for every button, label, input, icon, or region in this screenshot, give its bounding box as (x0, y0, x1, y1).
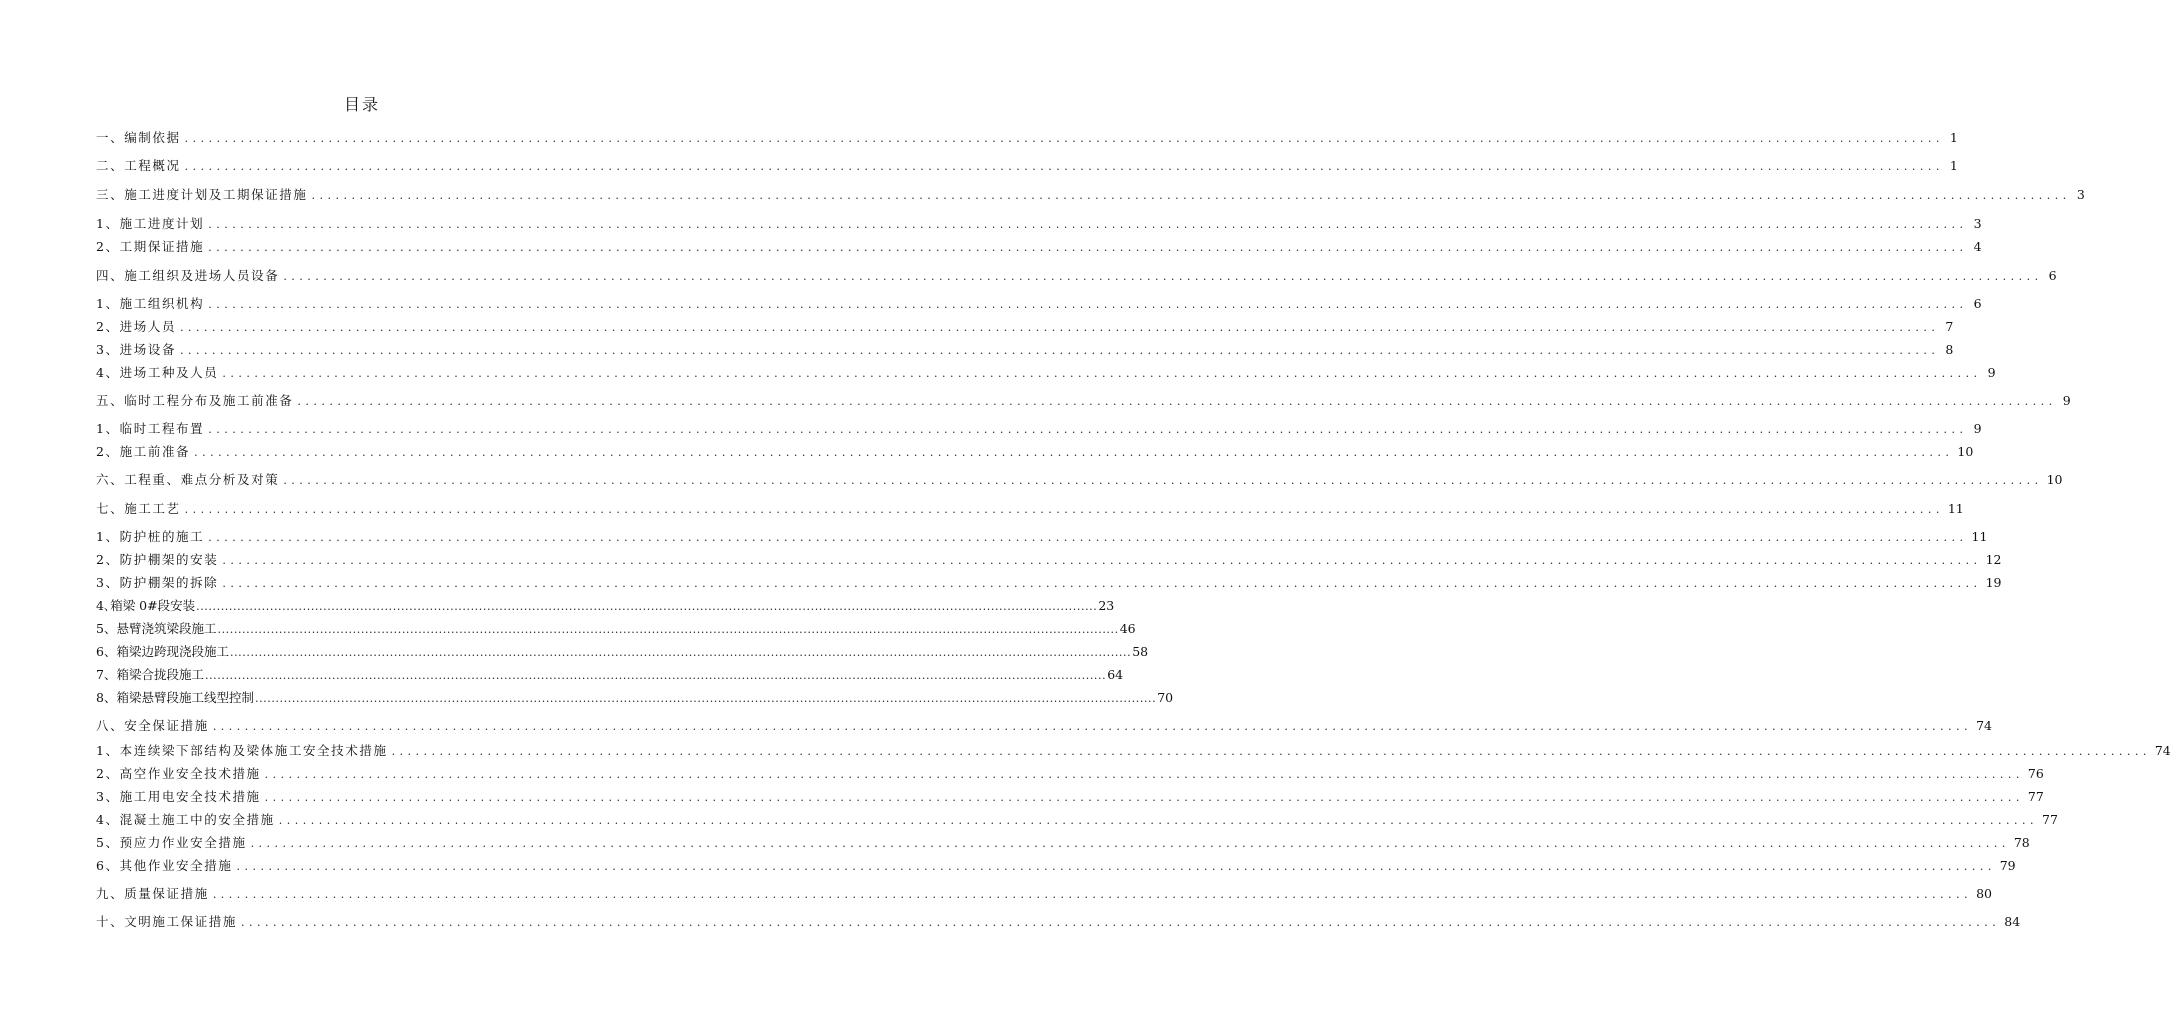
toc-entry-label: 1、本连续梁下部结构及梁体施工安全技术措施 (96, 743, 388, 758)
dot-leader: ............................................................................................................................................................................................................................ (194, 446, 1954, 459)
dot-leader: ............................................................................................................................................................................................................................ (283, 270, 2043, 283)
toc-entry-label: 7、箱梁合拢段施工 (96, 667, 204, 682)
toc-entry-label: 4､箱梁 0#段安装 (96, 598, 196, 613)
toc-entry-label: 九、质量保证措施 (96, 886, 209, 901)
toc-entry-page-number: 3 (2076, 187, 2085, 202)
toc-entry[interactable] (96, 912, 2021, 932)
toc-entry[interactable] (96, 764, 2044, 784)
dot-leader: ............................................................................................................................................................................................................................ (278, 814, 2039, 827)
toc-entry-page-number: 77 (2027, 789, 2044, 804)
toc-entry-page-number: 12 (1985, 552, 2002, 567)
toc-entry-label: 2、施工前准备 (96, 444, 191, 459)
dot-leader: ............................................................................................................................................................................................................................ (208, 218, 1968, 231)
toc-entry-label: 5、预应力作业安全措施 (96, 835, 247, 850)
toc-entry-page-number: 6 (2048, 268, 2057, 283)
toc-entry-page-number: 7 (1945, 319, 1954, 334)
dot-leader: ............................................................................................................................................................................................................................ (180, 321, 1940, 334)
toc-entry[interactable] (96, 266, 2057, 286)
toc-entry[interactable] (96, 833, 2030, 853)
toc-entry[interactable] (96, 317, 1954, 337)
dot-leader: ............................................................................................................................................................................................................................ (311, 189, 2071, 202)
toc-entry-label: 四、施工组织及进场人员设备 (96, 268, 280, 283)
toc-entry-page-number: 23 (1098, 598, 1115, 613)
toc-entry[interactable] (96, 128, 1958, 148)
toc-entry-label: 2、工期保证措施 (96, 239, 205, 254)
toc-entry-label: 5、悬臂浇筑梁段施工 (96, 621, 217, 636)
toc-entry[interactable] (96, 619, 1136, 639)
toc-entry-label: 2、防护棚架的安装 (96, 552, 219, 567)
toc-entry[interactable] (96, 294, 1982, 314)
toc-entry-page-number: 6 (1973, 296, 1982, 311)
toc-entry-page-number: 1 (1949, 158, 1958, 173)
toc-entry-page-number: 70 (1157, 690, 1174, 705)
toc-entry[interactable] (96, 856, 2016, 876)
dot-leader: ............................................................................................................................................................................................................................ (264, 768, 2024, 781)
dot-leader: ............................................................................................................................................................................................................................ (229, 646, 1132, 659)
toc-entry-page-number: 74 (2154, 743, 2171, 758)
toc-entry[interactable] (96, 665, 1124, 685)
dot-leader: ............................................................................................................................................................................................................................ (180, 344, 1940, 357)
dot-leader: ............................................................................................................................................................................................................................ (222, 577, 1982, 590)
toc-entry-label: 3、施工用电安全技术措施 (96, 789, 261, 804)
toc-entry-page-number: 10 (1957, 444, 1974, 459)
toc-entry-label: 七、施工工艺 (96, 501, 181, 516)
toc-entry-label: 六、工程重、难点分析及对策 (96, 472, 280, 487)
toc-entry-label: 1、临时工程布置 (96, 421, 205, 436)
toc-entry[interactable] (96, 363, 1996, 383)
toc-entry-page-number: 4 (1973, 239, 1982, 254)
toc-entry-label: 十、文明施工保证措施 (96, 914, 238, 929)
toc-entry-page-number: 8 (1945, 342, 1954, 357)
toc-entry-label: 6、其他作业安全措施 (96, 858, 233, 873)
toc-entry[interactable] (96, 688, 1174, 708)
toc-entry[interactable] (96, 214, 1982, 234)
toc-entry-page-number: 11 (1971, 529, 1988, 544)
toc-entry-page-number: 9 (1973, 421, 1982, 436)
toc-entry[interactable] (96, 642, 1149, 662)
toc-entry[interactable] (96, 527, 1988, 547)
dot-leader: ............................................................................................................................................................................................................................ (196, 600, 1098, 613)
toc-entry[interactable] (96, 573, 2002, 593)
toc-entry-page-number: 76 (2027, 766, 2044, 781)
toc-entry[interactable] (96, 716, 1992, 736)
dot-leader: ............................................................................................................................................................................................................................ (297, 395, 2057, 408)
dot-leader: ............................................................................................................................................................................................................................ (208, 531, 1968, 544)
toc-entry[interactable] (96, 391, 2071, 411)
toc-entry-page-number: 19 (1985, 575, 2002, 590)
toc-entry-page-number: 80 (1976, 886, 1992, 901)
toc-entry-label: 3、防护棚架的拆除 (96, 575, 219, 590)
dot-leader: ............................................................................................................................................................................................................................ (208, 241, 1968, 254)
dot-leader: ............................................................................................................................................................................................................................ (236, 860, 1996, 873)
toc-entry-label: 1、施工组织机构 (96, 296, 205, 311)
toc-entry-label: 2、进场人员 (96, 319, 177, 334)
toc-entry-page-number: 1 (1949, 130, 1958, 145)
toc-entry[interactable] (96, 741, 2171, 761)
toc-entry-page-number: 9 (1987, 365, 1996, 380)
toc-entry-page-number: 3 (1973, 216, 1982, 231)
toc-entry-label: 三、施工进度计划及工期保证措施 (96, 187, 308, 202)
toc-entry-page-number: 64 (1107, 667, 1124, 682)
toc-entry-label: 八、安全保证措施 (96, 718, 209, 733)
toc-entry-label: 二、工程概况 (96, 158, 181, 173)
toc-entry-page-number: 84 (2004, 914, 2021, 929)
toc-entry[interactable] (96, 340, 1954, 360)
dot-leader: ............................................................................................................................................................................................................................ (204, 669, 1107, 682)
dot-leader: ............................................................................................................................................................................................................................ (212, 720, 1973, 733)
dot-leader: ............................................................................................................................................................................................................................ (184, 132, 1944, 145)
toc-entry[interactable] (96, 470, 2063, 490)
toc-entry-page-number: 9 (2062, 393, 2071, 408)
dot-leader: ............................................................................................................................................................................................................................ (264, 791, 2024, 804)
toc-entry-label: 1、防护桩的施工 (96, 529, 205, 544)
dot-leader: ............................................................................................................................................................................................................................ (208, 298, 1968, 311)
toc-entry-page-number: 78 (2013, 835, 2030, 850)
toc-entry-label: 6、箱梁边跨现浇段施工 (96, 644, 229, 659)
page-title: 目录 (343, 95, 380, 114)
dot-leader: ............................................................................................................................................................................................................................ (184, 160, 1944, 173)
toc-entry-label: 8、箱梁悬臂段施工线型控制 (96, 690, 254, 705)
toc-entry-page-number: 77 (2042, 812, 2058, 827)
dot-leader: ............................................................................................................................................................................................................................ (222, 367, 1982, 380)
dot-leader: ............................................................................................................................................................................................................................ (208, 423, 1968, 436)
toc-entry[interactable] (96, 810, 2058, 830)
toc-entry-page-number: 10 (2046, 472, 2063, 487)
toc-entry-label: 3、进场设备 (96, 342, 177, 357)
dot-leader: ............................................................................................................................................................................................................................ (184, 503, 1944, 516)
dot-leader: ............................................................................................................................................................................................................................ (391, 745, 2151, 758)
dot-leader: ............................................................................................................................................................................................................................ (217, 623, 1119, 636)
toc-entry[interactable] (96, 156, 1958, 176)
dot-leader: ............................................................................................................................................................................................................................ (250, 837, 2010, 850)
toc-entry[interactable] (96, 419, 1982, 439)
toc-entry[interactable] (96, 787, 2044, 807)
toc-entry-page-number: 11 (1947, 501, 1964, 516)
toc-entry[interactable] (96, 237, 1982, 257)
toc-entry[interactable] (96, 442, 1974, 462)
dot-leader: ............................................................................................................................................................................................................................ (254, 692, 1157, 705)
toc-entry-label: 一、编制依据 (96, 130, 181, 145)
toc-entry[interactable] (96, 550, 2002, 570)
dot-leader: ............................................................................................................................................................................................................................ (222, 554, 1982, 567)
toc-entry[interactable] (96, 185, 2085, 205)
toc-entry[interactable] (96, 596, 1115, 616)
toc-entry-page-number: 74 (1976, 718, 1992, 733)
toc-entry-page-number: 79 (1999, 858, 2016, 873)
toc-entry-label: 4、进场工种及人员 (96, 365, 219, 380)
dot-leader: ............................................................................................................................................................................................................................ (241, 916, 2001, 929)
toc-entry-label: 4、混凝土施工中的安全措施 (96, 812, 275, 827)
toc-entry-page-number: 58 (1132, 644, 1149, 659)
toc-entry[interactable] (96, 499, 1964, 519)
toc-entry-label: 2、高空作业安全技术措施 (96, 766, 261, 781)
toc-entry-label: 五、临时工程分布及施工前准备 (96, 393, 294, 408)
toc-entry-label: 1、施工进度计划 (96, 216, 205, 231)
toc-entry[interactable] (96, 884, 1992, 904)
dot-leader: ............................................................................................................................................................................................................................ (212, 888, 1973, 901)
dot-leader: ............................................................................................................................................................................................................................ (283, 474, 2043, 487)
toc-entry-page-number: 46 (1119, 621, 1136, 636)
